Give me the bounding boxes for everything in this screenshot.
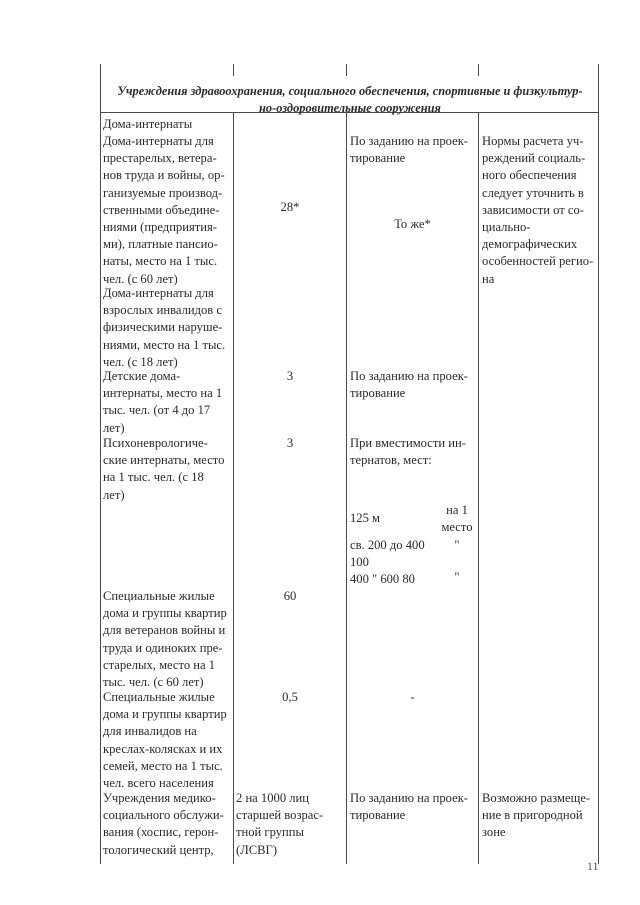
section-title: Учреждения здравоохранения, социального обеспечения, спортивные и физкультур- но-оздоровительные сооружения bbox=[117, 84, 583, 115]
row-size: По заданию на проек- тирование bbox=[350, 369, 469, 401]
table-col-divider-3 bbox=[478, 112, 479, 864]
row-name: Учреждения медико- социального обслужи- вания (хоспис, герон- тологический центр, bbox=[103, 791, 224, 857]
capacity-unit: " bbox=[454, 570, 460, 584]
row-name: Специальные жилые дома и группы квартир для инвалидов на креслах-колясках и их семей, место на 1 тыс. чел. всего населения bbox=[103, 690, 227, 791]
row-size: - bbox=[410, 690, 415, 704]
header-tick-3 bbox=[478, 64, 479, 76]
page-number: 11 bbox=[587, 859, 599, 873]
row-name: Психоневрологиче- ские интернаты, место на 1 тыс. чел. (с 18 лет) bbox=[103, 436, 225, 502]
row-note: Возможно размеще- ние в пригородной зоне bbox=[482, 791, 591, 840]
row-norm: 3 bbox=[286, 369, 294, 383]
row-size: По заданию на проек- тирование bbox=[350, 134, 469, 166]
table-left-border bbox=[100, 64, 101, 864]
row-norm: 3 bbox=[286, 436, 294, 450]
row-name: Специальные жилые дома и группы квартир для ветеранов войны и труда и одиноких пре- старелых, место на 1 тыс. чел. (с 60 лет) bbox=[103, 589, 227, 690]
header-tick-1 bbox=[233, 64, 234, 76]
row-size: По заданию на проек- тирование bbox=[350, 791, 469, 823]
row-norm: 0,5 bbox=[282, 690, 298, 704]
row-name: Дома-интернаты для престарелых, ветера- нов труда и войны, ор- ганизуемые производ- ственными объедине- ниями (предприятия- ми), платные пансио- наты, место на 1 тыс. чел. (с 60 лет) bbox=[103, 134, 225, 286]
row-name-header: Дома-интернаты bbox=[103, 117, 193, 131]
capacity-range: 125 м bbox=[350, 511, 381, 525]
row-name: Дома-интернаты для взрослых инвалидов с физическими наруше- ниями, место на 1 тыс. чел. (с 18 лет) bbox=[103, 286, 226, 369]
row-size-same: То же* bbox=[394, 217, 431, 231]
row-name: Детские дома- интернаты, место на 1 тыс. чел. (от 4 до 17 лет) bbox=[103, 369, 223, 435]
header-tick-2 bbox=[346, 64, 347, 76]
row-norm: 60 bbox=[283, 589, 297, 603]
capacity-range: св. 200 до 400 100 bbox=[350, 538, 425, 570]
table-col-divider-1 bbox=[233, 112, 234, 864]
row-norm: 2 на 1000 лиц старшей возрас- тной группы (ЛСВГ) bbox=[236, 791, 324, 857]
row-note: Нормы расчета уч- реждений социаль- ного обеспечения следует уточнить в зависимости от со- циально- демографических особенностей регио- на bbox=[482, 134, 594, 286]
row-size: При вместимости ин- тернатов, мест: bbox=[350, 436, 466, 468]
capacity-range: 400 " 600 80 bbox=[350, 572, 415, 586]
table-right-border bbox=[598, 64, 599, 864]
capacity-unit: " bbox=[454, 538, 460, 552]
row-norm: 28* bbox=[280, 200, 300, 214]
capacity-unit: на 1 место bbox=[441, 503, 473, 535]
